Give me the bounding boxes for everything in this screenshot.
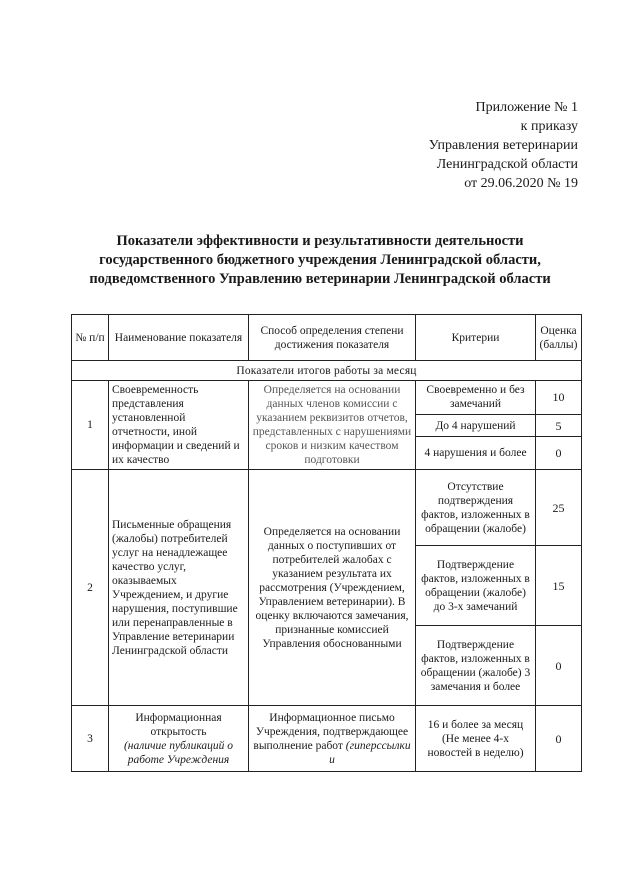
header-score: Оценка (баллы) [536,315,582,361]
score-value: 0 [536,706,582,772]
row-number: 1 [72,381,109,470]
row-number: 2 [72,470,109,706]
indicator-method: Определяется на основании данных о поступивших от потребителей жалобах с указанием результата их рассмотрения (Учреждением, Управлением ветеринарии). В оценку включаются замечания, признанные комиссией Управления обоснованными [249,470,416,706]
title-line: Показатели эффективности и результативности деятельности [116,233,524,249]
header-name: Наименование показателя [109,315,249,361]
criterion: Своевременно и без замечаний [416,381,536,415]
score-value: 25 [536,470,582,546]
appendix-line: Ленинградской области [436,157,578,172]
appendix-header [429,98,578,193]
indicator-method-cell [249,706,416,772]
criterion: Отсутствие подтверждения фактов, изложенных в обращении (жалобе) [416,470,536,546]
header-method: Способ определения степени достижения показателя [249,315,416,361]
method-note: (гиперссылки и [329,739,411,766]
title-line: государственного бюджетного учреждения Ленинградской области, [99,252,541,268]
score-value: 15 [536,546,582,626]
score-value: 0 [536,437,582,470]
title-line: подведомственного Управлению ветеринарии Ленинградской области [89,271,551,287]
header-num: № п/п [72,315,109,361]
criterion: Подтверждение фактов, изложенных в обращении (жалобе) до 3-х замечаний [416,546,536,626]
table-row [72,381,582,415]
row-number: 3 [72,706,109,772]
table-row [72,706,582,772]
indicator-method: Определяется на основании данных членов комиссии с указанием реквизитов отчетов, представленных с нарушениями сроков и низким качеством подготовки [249,381,416,470]
table-header-row [72,315,582,361]
indicator-method: Информационное письмо Учреждения, подтверждающее выполнение работ [253,711,409,752]
indicator-name-cell [109,706,249,772]
criterion: Подтверждение фактов, изложенных в обращении (жалобе) 3 замечания и более [416,626,536,706]
header-criteria: Критерии [416,315,536,361]
appendix-line: от 29.06.2020 № 19 [464,176,578,191]
indicator-note: (наличие публикаций о работе Учреждения [123,739,234,766]
appendix-line: Приложение № 1 [475,100,578,115]
indicator-name: Письменные обращения (жалобы) потребителей услуг на ненадлежащее качество услуг, оказываемых Учреждением, и другие нарушения, поступившие или перенаправленные в Управление ветеринарии Ленинградской области [109,470,249,706]
section-row [72,361,582,381]
indicator-name: Информационная открытость [135,711,222,738]
score-value: 10 [536,381,582,415]
score-value: 5 [536,414,582,437]
criterion: 16 и более за месяц (Не менее 4-х новостей в неделю) [416,706,536,772]
indicator-name: Своевременность представления установленной отчетности, иной информации и сведений и их качество [109,381,249,470]
document-title [70,232,570,289]
appendix-line: Управления ветеринарии [428,138,578,153]
section-title: Показатели итогов работы за месяц [72,361,582,381]
criterion: До 4 нарушений [416,414,536,437]
indicators-table [71,314,582,772]
appendix-line: к приказу [520,119,578,134]
table-row [72,470,582,546]
score-value: 0 [536,626,582,706]
criterion: 4 нарушения и более [416,437,536,470]
